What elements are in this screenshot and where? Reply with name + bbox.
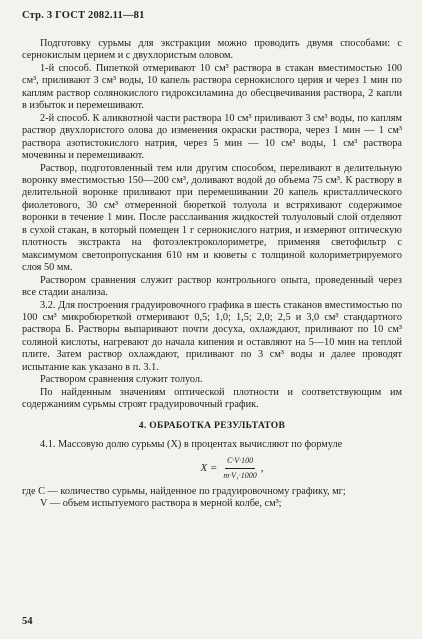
- paragraph-reference-1: Раствором сравнения служит раствор контрольного опыта, проведенный через все стадии анализа.: [22, 274, 402, 299]
- section-title: 4. ОБРАБОТКА РЕЗУЛЬТАТОВ: [138, 419, 286, 431]
- formula-denominator: m·V₁·1000: [223, 471, 257, 480]
- definition-v: V — объем испытуемого раствора в мерной колбе, см³;: [40, 497, 282, 509]
- paragraph-method-2: 2-й способ. К аликвотной части раствора 10 см³ приливают 3 см³ воды, по каплям раствор двухлористого олова до изменения окраски раствора, через 1 мин — 1 см³ раствора азотистокислого натрия, через 5 мин — 10 см³ воды, 1 см³ раствора мочевины и перемешивают.: [22, 112, 402, 162]
- definition-c: где C — количество сурьмы, найденное по градуировочному графику, мг;: [22, 485, 346, 497]
- formula: [62, 454, 402, 484]
- formula-tail: ,: [260, 462, 264, 475]
- paragraph-4-1: 4.1. Массовую долю сурьмы (X) в процентах вычисляют по формуле: [40, 439, 343, 451]
- paragraph-reference-2: Раствором сравнения служит толуол.: [40, 374, 203, 386]
- page-number: 54: [22, 616, 33, 627]
- paragraph-extraction: Раствор, подготовленный тем или другим способом, переливают в делительную воронку вместимостью 150—200 см³, доливают водой до объема 75 см³. К раствору в делительной воронке приливают при перемешивании 20 капель кристаллического фиолетового, 30 см³ отмеренной бюреткой толуола и встряхивают содержимое воронки в течение 1 мин. После расслаивания жидкостей толуоловый слой отделяют в сухой стакан, в который помещен 1 г сернокислого натрия, и измеряют оптическую плотность экстракта на фотоэлектроколориметре, применяя светофильтр с максимумом светопропускания 610 нм и кюветы с толщиной колориметрируемого слоя 50 мм.: [22, 162, 402, 274]
- paragraph-intro: Подготовку сурьмы для экстракции можно проводить двумя способами: с сернокислым церием и с двухлористым оловом.: [22, 38, 402, 62]
- page-header: Стр. 3 ГОСТ 2082.11—81: [22, 10, 145, 21]
- formula-fraction: [223, 455, 256, 483]
- paragraph-method-1: 1-й способ. Пипеткой отмеривают 10 см³ раствора в стакан вместимостью 100 см³, приливают 3 см³ воды, 10 капель раствора сернокислого церия и через 1 мин по каплям раствор солянокислого гидроксиламина до обесцвечивания раствора, 2 капли в избыток и перемешивают.: [22, 62, 402, 112]
- formula-numerator: C·V·100: [225, 455, 255, 469]
- paragraph-3-2: 3.2. Для построения градуировочного графика в шесть стаканов вместимостью по 100 см³ микробюреткой отмеривают 0,5; 1,0; 1,5; 2,0; 2,5 и 3,0 см³ стандартного раствора Б. Растворы выпаривают почти досуха, охлаждают, приливают по 10 см³ соляной кислоты, нагревают до начала кипения и оставляют на 5—10 мин на теплой плите. Затем раствор охлаждают, приливают по 3 см³ воды и далее проводят испытание как указано в п. 3.1.: [22, 299, 402, 373]
- formula-lhs: X =: [200, 462, 218, 475]
- paragraph-graph: По найденным значениям оптической плотности и соответствующим им содержаниям сурьмы строят градуировочный график.: [22, 386, 402, 411]
- page-body: [22, 38, 402, 510]
